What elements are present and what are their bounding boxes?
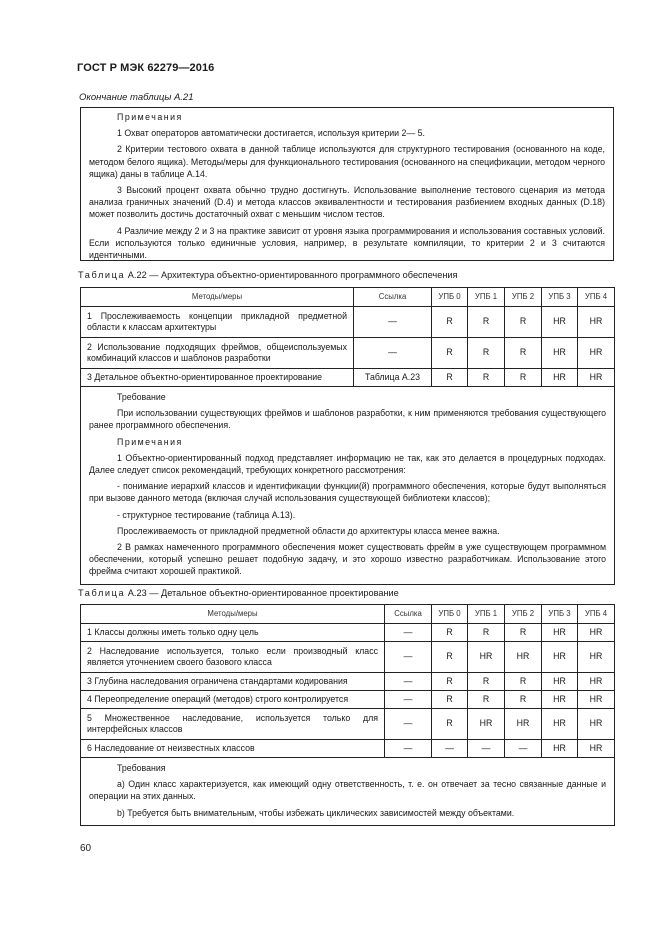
method-cell: 2 Использование подходящих фреймов, общеиспользуемых комбинаций классов и шаблонов разработки (81, 338, 354, 369)
column-header: Методы/меры (81, 288, 354, 307)
level-cell: HR (505, 709, 542, 740)
caption-prefix: Таблица (78, 588, 126, 598)
reference-cell: — (385, 740, 432, 758)
table-row (81, 740, 615, 758)
page-number: 60 (80, 843, 92, 854)
level-cell: HR (578, 307, 615, 338)
table-a22 (80, 287, 615, 585)
table-row (81, 642, 615, 673)
level-cell: HR (578, 338, 615, 369)
method-cell: 1 Классы должны иметь только одну цель (81, 624, 385, 642)
reference-cell: — (385, 709, 432, 740)
column-header: УПБ 4 (578, 288, 615, 307)
column-header: УПБ 1 (468, 288, 505, 307)
level-cell: HR (578, 673, 615, 691)
level-cell: R (468, 338, 505, 369)
reference-cell: — (385, 673, 432, 691)
level-cell: R (468, 307, 505, 338)
requirement-title: Требование (117, 392, 166, 402)
reference-cell: — (354, 338, 432, 369)
document-code: ГОСТ Р МЭК 62279—2016 (77, 62, 215, 74)
column-header: Ссылка (385, 605, 432, 624)
table-a21-notes (80, 107, 614, 261)
table-row (81, 673, 615, 691)
column-header: УПБ 3 (542, 605, 578, 624)
column-header: Методы/меры (81, 605, 385, 624)
table-notes-row (81, 758, 615, 826)
column-header: УПБ 2 (505, 288, 542, 307)
level-cell: HR (542, 369, 578, 387)
method-cell: 2 Наследование используется, только если производный класс является уточнением своего базового класса (81, 642, 385, 673)
reference-cell: — (385, 691, 432, 709)
column-header: УПБ 2 (505, 605, 542, 624)
notes-title: Примечания (117, 112, 183, 122)
method-cell: 3 Детальное объектно-ориентированное проектирование (81, 369, 354, 387)
level-cell: HR (542, 642, 578, 673)
note-item: - понимание иерархий классов и идентификации функции(й) программного обеспечения, которые будут выполняться при вызове данного метода (включая случай использования существующей библиотеки классов); (89, 481, 606, 504)
method-cell: 1 Прослеживаемость концепции прикладной предметной области к классам архитектуры (81, 307, 354, 338)
table-a23 (80, 604, 615, 826)
method-cell: 4 Переопределение операций (методов) строго контролируется (81, 691, 385, 709)
reference-cell: Таблица А.23 (354, 369, 432, 387)
table-row (81, 307, 615, 338)
level-cell: R (432, 709, 468, 740)
note-item: 2 В рамках намеченного программного обеспечения может существовать фрейм в уже существующем программном обеспечении, который успешно решает подобную задачу, и это хорошо известно разработчикам. Использование этого фрейма считают хорошей практикой. (89, 542, 606, 577)
caption-prefix: Таблица (78, 270, 126, 280)
level-cell: HR (468, 709, 505, 740)
column-header: УПБ 1 (468, 605, 505, 624)
level-cell: R (505, 307, 542, 338)
level-cell: R (432, 338, 468, 369)
level-cell: R (432, 369, 468, 387)
level-cell: R (432, 691, 468, 709)
method-cell: 3 Глубина наследования ограничена стандартами кодирования (81, 673, 385, 691)
table-row (81, 369, 615, 387)
level-cell: HR (578, 369, 615, 387)
level-cell: HR (542, 307, 578, 338)
table-a23-requirements (81, 758, 615, 826)
note-item: 3 Высокий процент охвата обычно трудно достигнуть. Использование выполнение тестового сценария из метода анализа граничных значений (D.4) и метода классов эквивалентности и тестирования разбиением входных данных (D.18) может позволить достичь достаточный охват с меньшим числом тестов. (89, 185, 605, 220)
note-item: 1 Объектно-ориентированный подход представляет информацию не так, как это делается в процедурных подходах. Далее следует список рекомендаций, требующих конкретного рассмотрения: (89, 452, 606, 476)
level-cell: R (432, 307, 468, 338)
table-a23-caption (78, 588, 399, 598)
level-cell: HR (542, 338, 578, 369)
note-item: 4 Различие между 2 и 3 на практике зависит от уровня языка программирования и использования составных условий. Если используются только единичные условия, например, в результате компиляции, то критерии 2 и 3 считаются идентичными. (89, 225, 605, 261)
table-header-row (81, 605, 615, 624)
notes-title: Примечания (117, 436, 183, 447)
table-header-row (81, 288, 615, 307)
level-cell: — (468, 740, 505, 758)
level-cell: R (505, 624, 542, 642)
caption-text: А.22 — Архитектура объектно-ориентированного программного обеспечения (125, 270, 458, 280)
level-cell: R (432, 624, 468, 642)
level-cell: HR (468, 642, 505, 673)
table-row (81, 691, 615, 709)
level-cell: R (505, 673, 542, 691)
column-header: УПБ 0 (432, 605, 468, 624)
level-cell: HR (542, 709, 578, 740)
level-cell: — (432, 740, 468, 758)
level-cell: HR (542, 624, 578, 642)
level-cell: HR (542, 740, 578, 758)
level-cell: — (505, 740, 542, 758)
requirement-text: При использовании существующих фреймов и шаблонов разработки, к ним применяются требования существующего ранее программного обеспечения. (89, 408, 606, 431)
reference-cell: — (354, 307, 432, 338)
level-cell: R (468, 673, 505, 691)
method-cell: 6 Наследование от неизвестных классов (81, 740, 385, 758)
level-cell: HR (542, 691, 578, 709)
note-item: - структурное тестирование (таблица А.13). (117, 509, 296, 520)
reference-cell: — (385, 624, 432, 642)
level-cell: HR (578, 691, 615, 709)
table-row (81, 624, 615, 642)
level-cell: HR (542, 673, 578, 691)
level-cell: R (468, 691, 505, 709)
level-cell: R (468, 369, 505, 387)
level-cell: R (505, 369, 542, 387)
table-row (81, 709, 615, 740)
level-cell: HR (505, 642, 542, 673)
method-cell: 5 Множественное наследование, используется только для интерфейсных классов (81, 709, 385, 740)
level-cell: HR (578, 642, 615, 673)
column-header: Ссылка (354, 288, 432, 307)
column-header: УПБ 0 (432, 288, 468, 307)
column-header: УПБ 3 (542, 288, 578, 307)
note-item: 2 Критерии тестового охвата в данной таблице используются для структурного тестирования (основанного на коде, методом белого ящика). Методы/меры для функционального тестирования (основанного на спецификации, методом черного ящика) даны в таблице А.14. (89, 144, 605, 179)
level-cell: R (432, 673, 468, 691)
note-item: 1 Охват операторов автоматически достигается, используя критерии 2— 5. (117, 128, 425, 139)
requirement-item: b) Требуется быть внимательным, чтобы избежать циклических зависимостей между объектами. (117, 807, 515, 818)
caption-text: А.23 — Детальное объектно-ориентированное проектирование (125, 588, 399, 598)
requirements-title: Требования (117, 763, 166, 773)
note-item: Прослеживаемость от прикладной предметной области до архитектуры класса менее важна. (117, 525, 500, 536)
level-cell: R (505, 338, 542, 369)
table-a22-caption (78, 270, 458, 280)
table-a22-notes (81, 387, 615, 585)
level-cell: HR (578, 709, 615, 740)
level-cell: R (432, 642, 468, 673)
table-notes-row (81, 387, 615, 585)
table-row (81, 338, 615, 369)
reference-cell: — (385, 642, 432, 673)
table-continuation-label: Окончание таблицы А.21 (79, 92, 194, 103)
level-cell: R (505, 691, 542, 709)
level-cell: R (468, 624, 505, 642)
requirement-item: а) Один класс характеризуется, как имеющий одну ответственность, т. е. он отвечает за тесно связанные данные и операции на этих данных. (89, 779, 606, 802)
level-cell: HR (578, 624, 615, 642)
level-cell: HR (578, 740, 615, 758)
column-header: УПБ 4 (578, 605, 615, 624)
